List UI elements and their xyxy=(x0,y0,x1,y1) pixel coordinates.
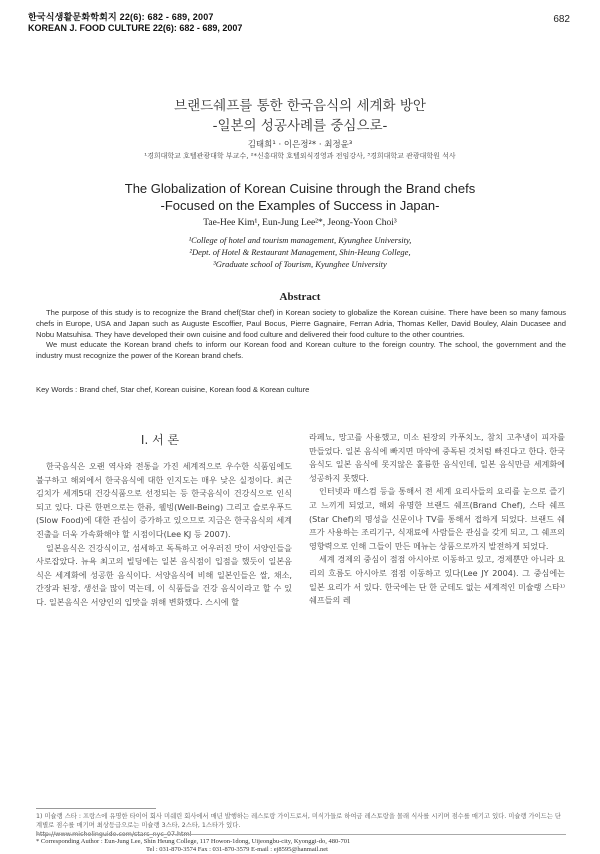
footnote-text: 1) 미슐랭 스타 : 프랑스에 유명한 타이어 회사 미쉐린 회사에서 매년 발행하는 레스토랑 가이드로서, 미식가들로 하여금 레스토랑을 몰래 식사를 시키며 점수를 매기고 있다. 미슐랭 가이드는 단계별로 점수를 매기며 최상등급으로는 미슐랭 3스타, 2스타, 1스타가 있다. xyxy=(36,813,561,829)
correspondence-contact: Tel : 031-870-3574 Fax : 031-870-3579 E-mail : ej8595@hanmail.net xyxy=(146,846,328,853)
body-paragraph: 인터넷과 매스컴 등을 통해서 전 세계 요리사들의 요리를 눈으로 즐기고 느끼게 되었고, 해외 유명한 브랜드 쉐프(Brand Chef), 스타 쉐프(Star Chef)의 명성을 신문이나 TV를 통해서 접하게 되었다. 브랜드 쉐프가 사용하는 조리기구, 식재료에 사람들은 관심을 갖게 되고, 그 쉐프의 영향력으로 인해 그들이 만든 메뉴는 상품으로까지 발전하게 되었다. xyxy=(309,486,565,551)
korean-title-sub: -일본의 성공사례를 중심으로- xyxy=(212,118,388,134)
affiliation-1: ¹College of hotel and tourism management, Kyunghee University, xyxy=(188,235,412,245)
english-title-main: The Globalization of Korean Cuisine through the Brand chefs xyxy=(124,181,476,196)
english-affiliations xyxy=(0,234,600,270)
korean-title xyxy=(0,96,600,136)
korean-authors: 김태희¹ · 이은정²* · 최정윤³ xyxy=(247,140,353,150)
english-title xyxy=(0,180,600,214)
keywords xyxy=(36,385,566,394)
correspondence-divider xyxy=(36,834,566,835)
english-title-sub: -Focused on the Examples of Success in Japan- xyxy=(160,198,440,213)
body-paragraph: 세계 경제의 중심이 점점 아시아로 이동하고 있고, 경제뿐만 아니라 요리의 흐름도 아시아로 점점 이동하고 있다(Lee JY 2004). 그 중심에는 일본 요리가 서 있다. 한국에는 단 한 군데도 없는 세계적인 미슐랭 스타¹⁾ 쉐프들의 레 xyxy=(309,554,565,606)
abstract-body xyxy=(36,308,566,362)
abstract-paragraph: The purpose of this study is to recognize the Brand chef(Star chef) in Korean society to globalize the Korean cuisine. There have been so many famous chefs in Europe, USA and Japan such as Auguste Escoffier, Paul Bocus, Pierre Gagnaire, Ferran Adria, Thomas Keller, David Bouley, Alain Ducasee and Nobu Matsuhisa. They have developed their own cuisine and food culture and delivered their food culture to the other countries. xyxy=(36,308,566,339)
affiliation-2: ²Dept. of Hotel & Restaurant Management, Shin-Heung College, xyxy=(189,247,411,257)
body-paragraph: 일본음식은 건강식이고, 섬세하고 독특하고 어우러진 맛이 서양인들을 사로잡았다. 뉴욕 최고의 빌딩에는 일본 음식점이 입점을 했듯이 일본음식은 세계화에 성공한 음식이다. 서양음식에 비해 일본인들은 쌀, 채소, 간장과 된장, 생선을 많이 먹는데, 이 식품들을 건강 음식이라고 할 수 있다. 일본음식은 서양인의 입맛을 위해 변화했다. 스시에 할 xyxy=(36,542,292,607)
korean-title-main: 브랜드쉐프를 통한 한국음식의 세계화 방안 xyxy=(174,98,426,114)
keywords-label: Key Words xyxy=(36,385,73,394)
footnote-divider xyxy=(36,808,156,809)
korean-affiliations: ¹경희대학교 호텔관광대학 부교수, ²*신흥대학 호텔외식경영과 전임강사, ³경희대학교 관광대학원 석사 xyxy=(144,152,456,160)
english-authors: Tae-Hee Kim¹, Eun-Jung Lee²*, Jeong-Yoon Choi³ xyxy=(203,218,397,228)
footnote-url[interactable]: http://www.michelinguide.com/stars_nyc_07.html xyxy=(36,831,192,838)
body-column-right xyxy=(309,431,565,608)
body-paragraph: 한국음식은 오랜 역사와 전통을 가진 세계적으로 우수한 식품임에도 불구하고 해외에서 한국음식에 대한 인지도는 매우 낮은 실정이다. 최근 김치가 세계5대 건강식품으로 선정되는 등 한국음식이 건강식으로 인식되고 있다. 다른 한편으로는 한류, 웰빙(Well-Being) 그리고 슬로우푸드(Slow Food)에 대한 관심이 증가하고 있으므로 지금은 한국음식의 세계 진출을 더욱 가속화해야 할 시점이다(Lee KJ 등 2007). xyxy=(36,461,292,539)
journal-header xyxy=(28,12,242,34)
journal-title-ko: 한국식생활문화학회지 22(6): 682 - 689, 2007 xyxy=(28,12,214,22)
keywords-list: : Brand chef, Star chef, Korean cuisine, Korean food & Korean culture xyxy=(75,385,310,394)
correspondence-address: * Corresponding Author : Eun-Jung Lee, Shin Heung College, 117 Howon-1dong, Uijeongbu-city, Kyonggi-do, 480-701 xyxy=(36,838,351,845)
correspondence xyxy=(36,838,566,854)
page-number: 682 xyxy=(553,14,570,25)
abstract-heading: Abstract xyxy=(279,291,321,303)
section-heading: I. 서 론 xyxy=(140,433,180,447)
abstract-paragraph: We must educate the Korean brand chefs to inform our Korean food and Korean culture to the foreign country. The school, the government and the industry must recognize the power of the Korean brand chefs. xyxy=(36,340,566,361)
body-paragraph: 라페뇨, 망고를 사용했고, 미소 된장의 카푸치노, 참치 고추냉이 피자를 만들었다. 일본 음식에 빠지면 마약에 중독된 것처럼 빠진다고 한다. 한국음식도 일본 음식에 못지않은 훌륭한 음식인데, 일본 음식만큼 세계화에 성공하지 못했다. xyxy=(309,432,565,483)
affiliation-3: ³Graduate school of Tourism, Kyunghee University xyxy=(213,259,387,269)
body-column-left xyxy=(36,460,292,610)
journal-title-en: KOREAN J. FOOD CULTURE 22(6): 682 - 689, 2007 xyxy=(28,23,243,33)
